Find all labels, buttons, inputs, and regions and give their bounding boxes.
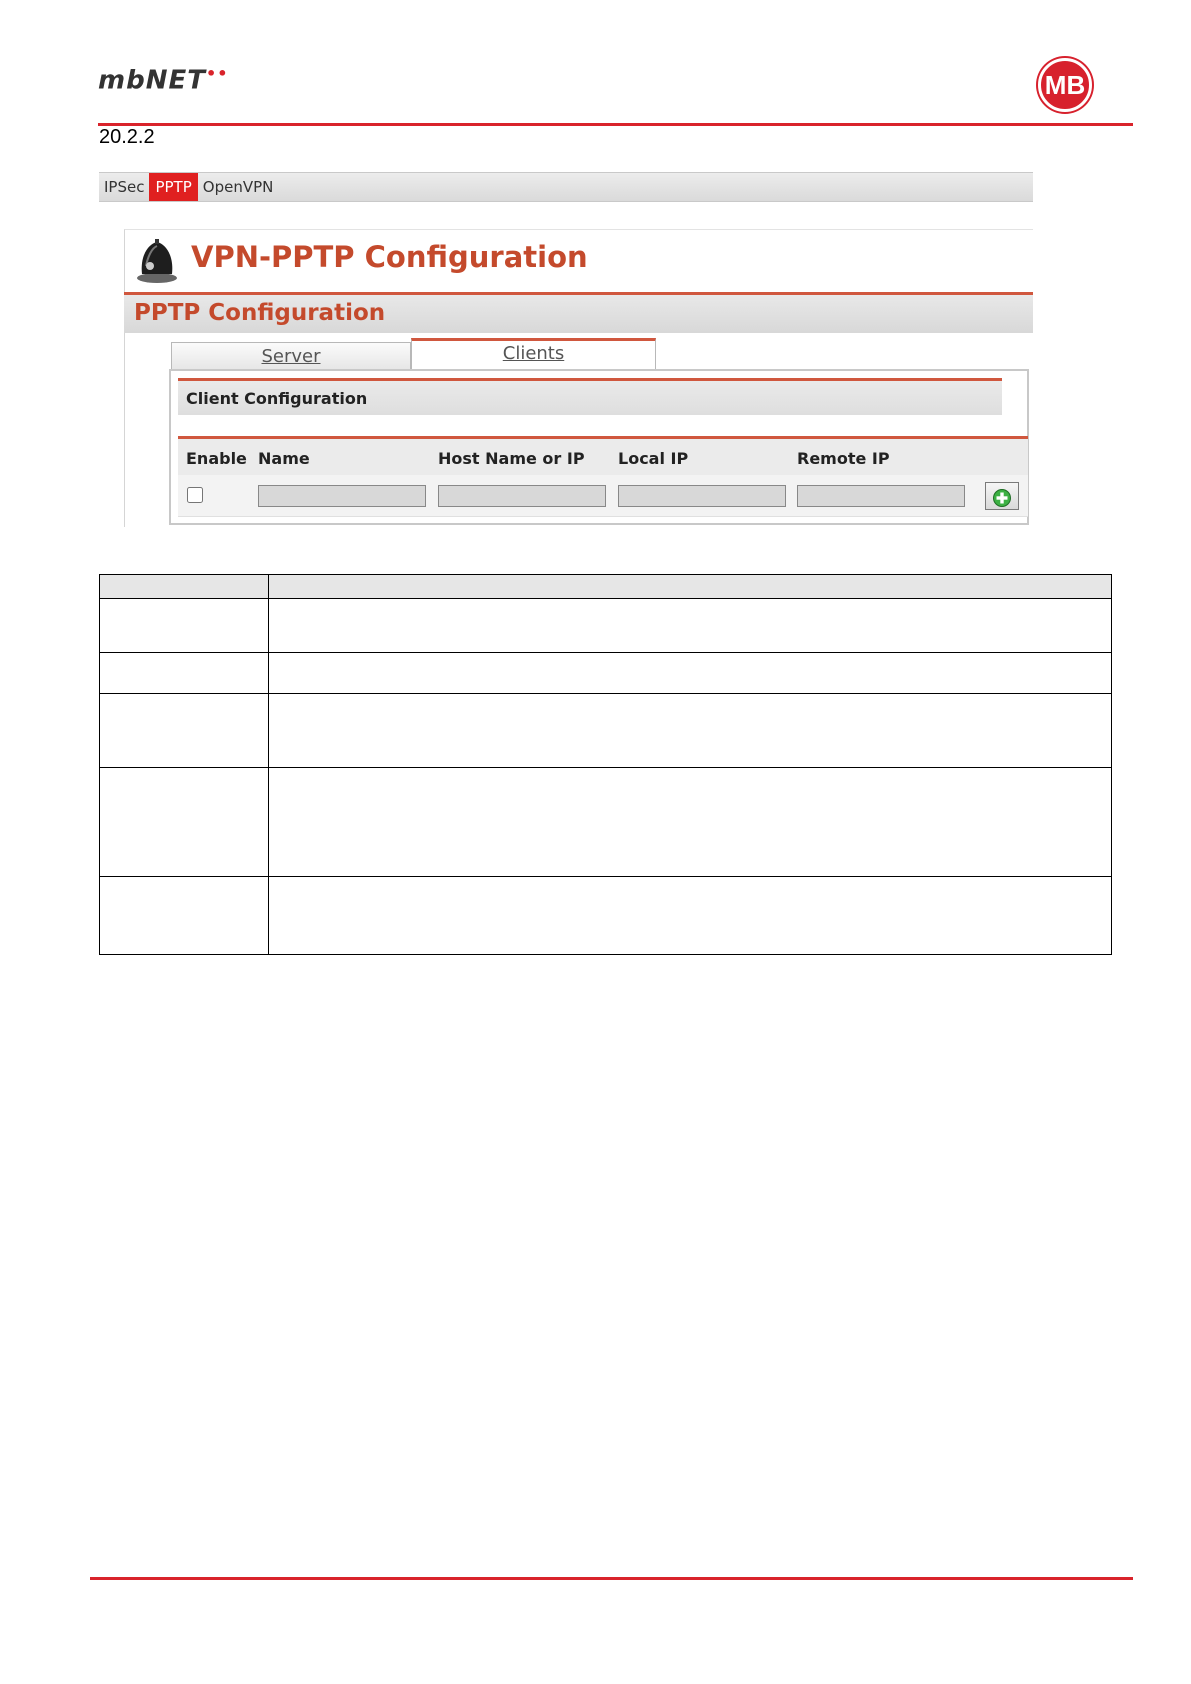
table-row (100, 768, 1112, 877)
panel-subtitle: PPTP Configuration (134, 300, 386, 326)
col-local-ip: Local IP (618, 449, 689, 468)
table-row (100, 694, 1112, 768)
logo-dash: •• (205, 64, 229, 83)
mbnet-logo (98, 64, 228, 96)
table-cell (100, 768, 269, 877)
logo-text: mbNET (98, 65, 206, 96)
table-cell (100, 694, 269, 768)
mb-logo-badge: MB (1038, 58, 1092, 112)
enable-checkbox[interactable] (187, 487, 203, 503)
local-ip-input[interactable] (618, 485, 786, 507)
panel-title: VPN-PPTP Configuration (191, 240, 588, 274)
table-header-row (100, 575, 1112, 599)
table-cell (100, 653, 269, 694)
table-row (100, 877, 1112, 955)
helmet-icon (134, 236, 180, 284)
vpn-type-tabs (99, 172, 1033, 202)
tab-openvpn[interactable]: OpenVPN (202, 178, 274, 196)
col-name: Name (258, 449, 310, 468)
col-remote-ip: Remote IP (797, 449, 890, 468)
header-rule (98, 123, 1133, 126)
table-cell (269, 694, 1112, 768)
header-cell-parameter (100, 575, 269, 599)
footer-rule (90, 1577, 1133, 1580)
client-config-title: Client Configuration (186, 389, 368, 408)
name-input[interactable] (258, 485, 426, 507)
table-cell (269, 599, 1112, 653)
table-cell (100, 599, 269, 653)
table-row (100, 599, 1112, 653)
description-table (99, 574, 1112, 955)
col-enable: Enable (186, 449, 247, 468)
table-cell (100, 877, 269, 955)
tab-ipsec[interactable]: IPSec (104, 178, 145, 196)
table-row (100, 653, 1112, 694)
plus-icon (992, 488, 1012, 508)
section-number: 20.2.2 (99, 126, 155, 148)
table-cell (269, 768, 1112, 877)
tab-clients[interactable]: Clients (411, 338, 656, 370)
col-host: Host Name or IP (438, 449, 585, 468)
header-cell-description (269, 575, 1112, 599)
table-cell (269, 653, 1112, 694)
host-input[interactable] (438, 485, 606, 507)
remote-ip-input[interactable] (797, 485, 965, 507)
add-client-button[interactable] (985, 482, 1019, 510)
tab-pptp[interactable]: PPTP (149, 173, 197, 201)
table-cell (269, 877, 1112, 955)
tab-server[interactable]: Server (171, 342, 411, 370)
